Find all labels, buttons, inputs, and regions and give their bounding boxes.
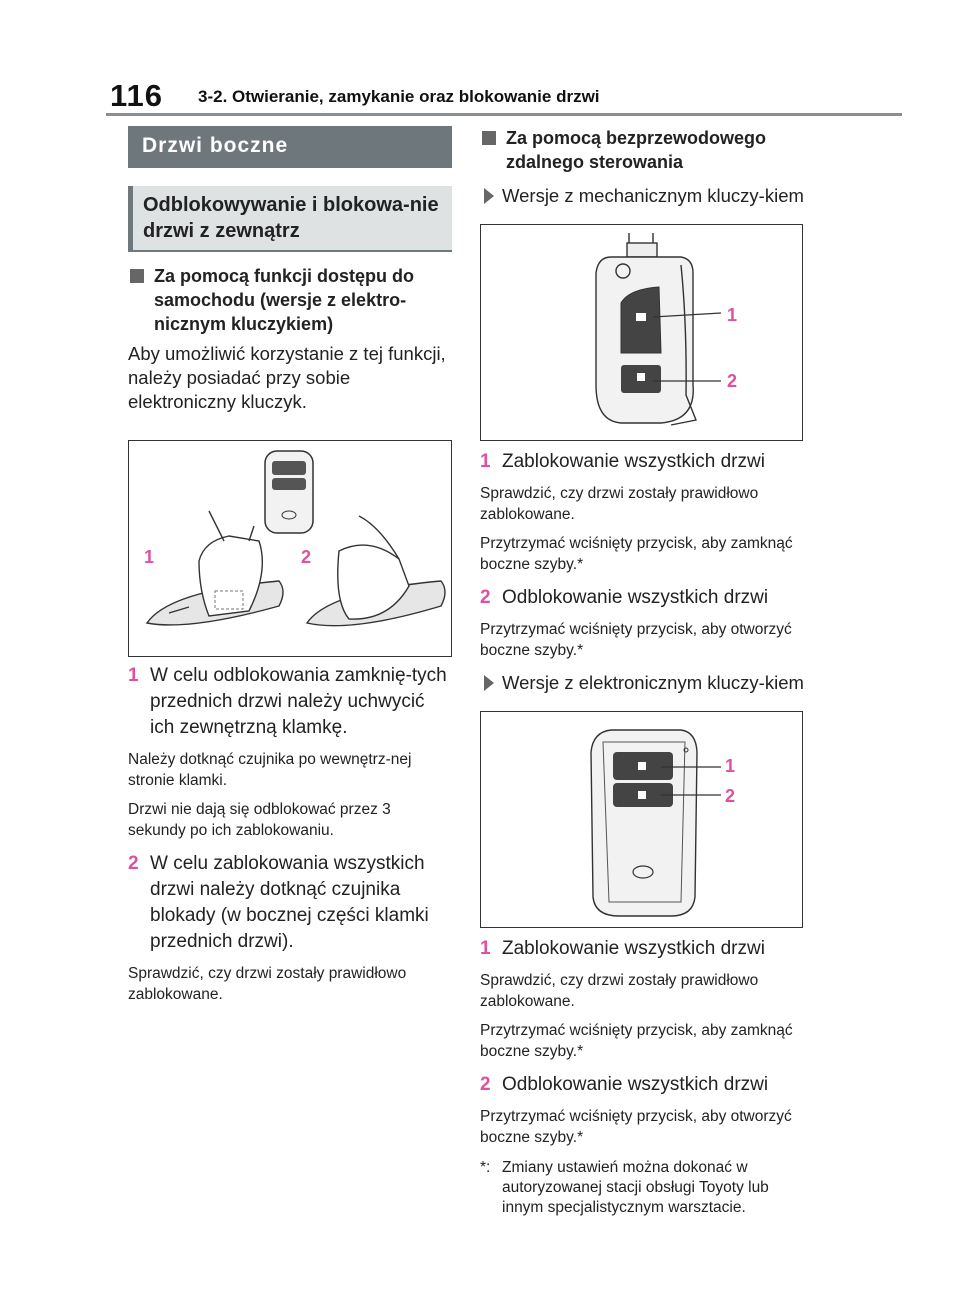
version-mechanical-key [480, 184, 805, 208]
item-text: W celu zablokowania wszystkich drzwi należy dotknąć czujnika blokady (w bocznej części klamki przednich drzwi). [150, 853, 429, 952]
square-bullet-icon [482, 131, 496, 145]
note: Należy dotknąć czujnika po wewnętrz-nej stronie klamki. [128, 751, 412, 789]
right-v1-item-1 [480, 449, 805, 475]
left-item-2 [128, 851, 452, 955]
item-number: 1 [480, 938, 491, 959]
figure-label-1: 1 [725, 756, 736, 776]
figure-label-1: 1 [144, 547, 155, 567]
figure-label-1: 1 [727, 305, 738, 325]
item-number: 2 [480, 1074, 491, 1095]
intro-paragraph: Aby umożliwić korzystanie z tej funkcji, należy posiadać przy sobie elektroniczny kluczyk. [128, 343, 446, 412]
subsection-title: Odblokowywanie i blokowa-nie drzwi z zewnątrz [128, 186, 452, 252]
right-column [480, 126, 805, 1218]
item-number: 1 [480, 451, 491, 472]
right-v2-item-2 [480, 1072, 805, 1098]
chapter-title: 3-2. Otwieranie, zamykanie oraz blokowanie drzwi [198, 87, 600, 106]
item-text: Zablokowanie wszystkich drzwi [502, 938, 765, 959]
electronic-key-figure [480, 711, 803, 928]
page-number: 116 [110, 78, 164, 113]
version-text: Wersje z elektronicznym kluczy-kiem [502, 672, 804, 693]
item-number: 2 [480, 587, 491, 608]
figure-label-2: 2 [301, 547, 312, 567]
note: Sprawdzić, czy drzwi zostały prawidłowo zablokowane. [480, 485, 759, 523]
note: Przytrzymać wciśnięty przycisk, aby zamknąć boczne szyby.* [480, 535, 793, 573]
square-bullet-icon [130, 269, 144, 283]
footnote-mark: *: [480, 1159, 491, 1176]
heading-text: Za pomocą bezprzewodowego zdalnego sterowania [506, 128, 767, 172]
note: Przytrzymać wciśnięty przycisk, aby otworzyć boczne szyby.* [480, 621, 792, 659]
right-v1-item-2 [480, 585, 805, 611]
note: Przytrzymać wciśnięty przycisk, aby zamknąć boczne szyby.* [480, 1022, 793, 1060]
figure-label-2: 2 [725, 786, 736, 806]
mechanical-key-figure [480, 224, 803, 441]
door-handle-illustration [129, 441, 450, 655]
page-header [106, 76, 902, 116]
section-title: Drzwi boczne [128, 126, 452, 168]
item-number: 1 [128, 665, 139, 686]
door-handle-figure [128, 440, 452, 657]
item-text: W celu odblokowania zamknię-tych przednich drzwi należy uchwycić ich zewnętrzną klamkę. [150, 665, 447, 738]
note: Przytrzymać wciśnięty przycisk, aby otworzyć boczne szyby.* [480, 1108, 792, 1146]
heading-text: Za pomocą funkcji dostępu do samochodu (wersje z elektro-nicznym kluczykiem) [154, 266, 415, 334]
footnote [480, 1158, 805, 1218]
note: Sprawdzić, czy drzwi zostały prawidłowo zablokowane. [128, 965, 407, 1003]
right-v2-item-1 [480, 936, 805, 962]
note: Sprawdzić, czy drzwi zostały prawidłowo zablokowane. [480, 972, 759, 1010]
heading-remote [480, 126, 805, 174]
triangle-bullet-icon [484, 188, 494, 204]
footnote-text: Zmiany ustawień można dokonać w autoryzowanej stacji obsługi Toyoty lub innym specjalistycznym warsztacie. [502, 1159, 769, 1216]
item-text: Zablokowanie wszystkich drzwi [502, 451, 765, 472]
electronic-key-illustration [481, 712, 801, 926]
triangle-bullet-icon [484, 675, 494, 691]
heading-smart-entry [128, 264, 452, 336]
mechanical-key-illustration [481, 225, 801, 439]
left-item-1 [128, 663, 452, 741]
left-column [128, 126, 452, 1005]
item-text: Odblokowanie wszystkich drzwi [502, 1074, 769, 1095]
note: Drzwi nie dają się odblokować przez 3 sekundy po ich zablokowaniu. [128, 801, 391, 839]
version-text: Wersje z mechanicznym kluczy-kiem [502, 185, 804, 206]
version-electronic-key [480, 671, 805, 695]
figure-label-2: 2 [727, 371, 738, 391]
item-number: 2 [128, 853, 139, 874]
item-text: Odblokowanie wszystkich drzwi [502, 587, 769, 608]
